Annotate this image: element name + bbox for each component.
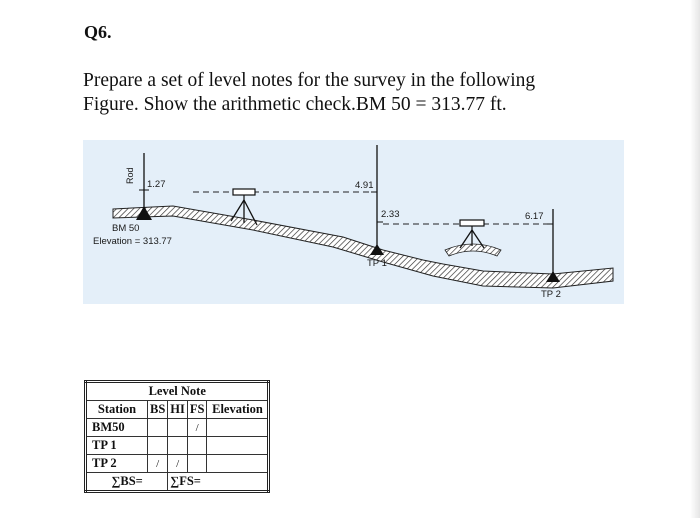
tp2-label: TP 2 — [541, 289, 561, 300]
leveling-figure — [83, 140, 624, 304]
table-title: Level Note — [86, 382, 269, 401]
cell-bs: / — [148, 455, 168, 473]
question-prompt — [83, 69, 603, 117]
cell-bs — [148, 419, 168, 437]
table-row — [86, 419, 269, 437]
tp1-label: TP 1 — [367, 258, 387, 269]
header-bs: BS — [148, 401, 168, 419]
cell-hi — [168, 419, 188, 437]
level-note-table — [84, 380, 270, 493]
cell-station: BM50 — [86, 419, 148, 437]
header-fs: FS — [187, 401, 207, 419]
cell-station: TP 1 — [86, 437, 148, 455]
table-row — [86, 437, 269, 455]
page-edge-shadow — [690, 0, 700, 518]
cell-elevation — [207, 455, 269, 473]
instrument-mound — [445, 244, 501, 256]
rod-label: Rod — [125, 167, 135, 184]
header-station: Station — [86, 401, 148, 419]
header-elevation: Elevation — [207, 401, 269, 419]
cell-elevation — [207, 437, 269, 455]
reading-tp1-bs: 2.33 — [381, 209, 400, 220]
prompt-line-1: Prepare a set of level notes for the survey in the following — [83, 70, 536, 91]
cell-hi: / — [168, 455, 188, 473]
prompt-line-2: Figure. Show the arithmetic check.BM 50 = 313.77 ft. — [83, 94, 507, 115]
table-sum-row — [86, 473, 269, 492]
reading-tp2-fs: 6.17 — [525, 211, 544, 222]
table-row — [86, 455, 269, 473]
cell-fs — [187, 455, 207, 473]
cell-hi — [168, 437, 188, 455]
cell-bs — [148, 437, 168, 455]
cell-elevation — [207, 419, 269, 437]
bm50-label: BM 50 — [112, 223, 140, 234]
bm50-elevation-label: Elevation = 313.77 — [93, 236, 172, 247]
level-instrument-2 — [460, 220, 484, 248]
reading-tp1-fs: 4.91 — [355, 180, 374, 191]
table-header-row — [86, 401, 269, 419]
reading-bm50-bs: 1.27 — [147, 179, 166, 190]
cell-station: TP 2 — [86, 455, 148, 473]
leveling-diagram — [83, 140, 624, 304]
question-number: Q6. — [84, 22, 112, 42]
sum-fs: ∑FS= — [168, 473, 269, 492]
cell-fs — [187, 437, 207, 455]
header-hi: HI — [168, 401, 188, 419]
sum-bs: ∑BS= — [86, 473, 168, 492]
cell-fs: / — [187, 419, 207, 437]
